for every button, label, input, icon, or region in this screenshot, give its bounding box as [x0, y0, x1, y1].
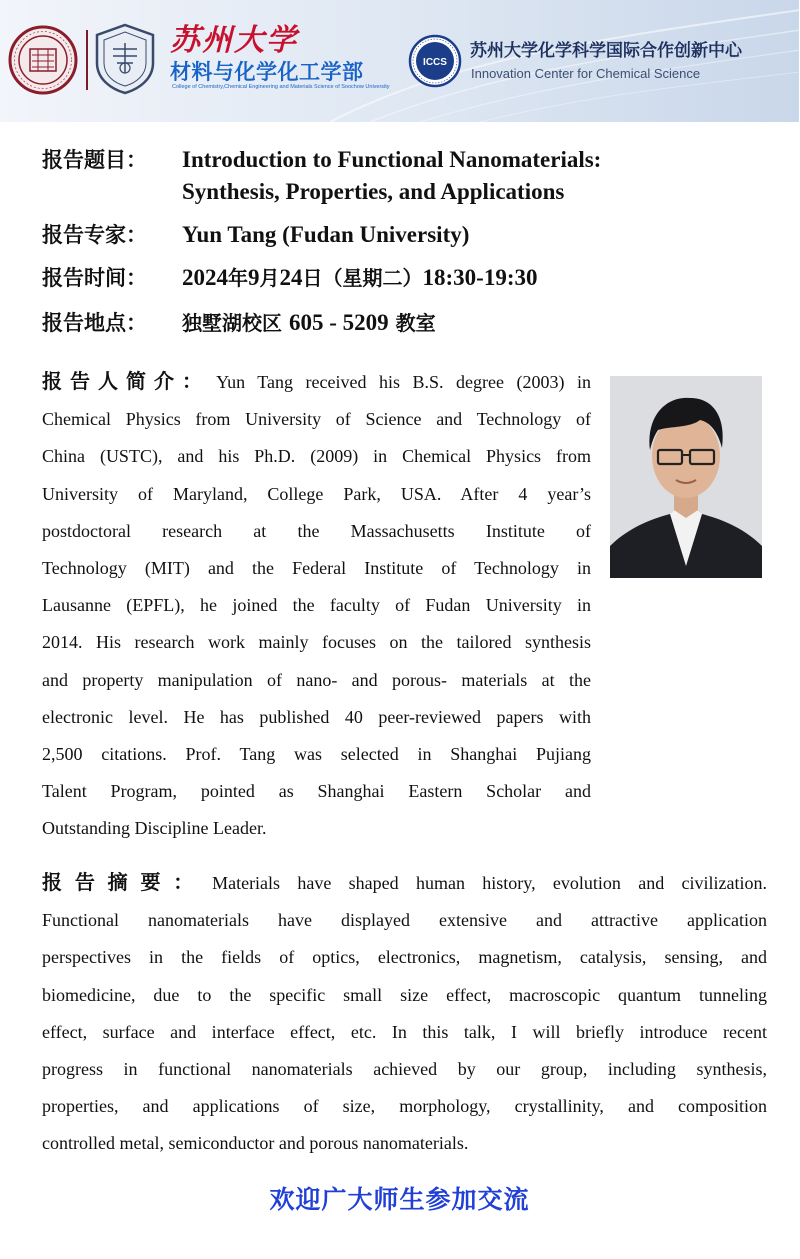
report-title-line2: Synthesis, Properties, and Applications [182, 179, 565, 204]
welcome-message: 欢迎广大师生参加交流 [269, 1185, 530, 1214]
report-speaker-label: 报告专家： [42, 223, 147, 247]
abstract-line: properties, and applications of size, morphology, crystallinity, and composition [42, 1096, 767, 1117]
abstract-line: biomedicine, due to the specific small size effect, macroscopic quantum tunneling [42, 984, 767, 1005]
bio-line: China (USTC), and his Ph.D. (2009) in Chemical Physics from [42, 446, 591, 467]
bio-line: 2014. His research work mainly focuses on the tailored synthesis [42, 632, 591, 653]
speaker-photo [610, 376, 762, 578]
header-banner [0, 0, 799, 122]
report-time: 2024年9月24日（星期二）18:30-19:30 [182, 265, 538, 290]
abstract-line: effect, surface and interface effect, etc. In this talk, I will briefly introduce recent [42, 1021, 767, 1042]
bio-line: electronic level. He has published 40 peer-reviewed papers with [42, 706, 591, 727]
bio-line: postdoctoral research at the Massachusetts Institute of [42, 520, 591, 541]
report-time-row [42, 262, 537, 294]
report-time-label: 报告时间： [42, 266, 147, 290]
speaker-portrait-icon [610, 376, 762, 578]
iccs-logo-icon [408, 34, 462, 88]
speaker-bio [42, 363, 591, 848]
bio-line: 报告人简介： Yun Tang received his B.S. degree (2003) in [42, 369, 591, 393]
abstract-line: controlled metal, semiconductor and porous nanomaterials. [42, 1133, 469, 1154]
report-abstract [42, 864, 767, 1163]
abstract-label: 报告摘要： [42, 870, 207, 894]
abstract-line: 报告摘要： Materials have shaped human history, evolution and civilization. [42, 870, 767, 894]
report-venue-row [42, 307, 436, 339]
logo-divider [86, 30, 88, 90]
report-title-label: 报告题目： [42, 148, 147, 172]
bio-line: University of Maryland, College Park, USA. After 4 year’s [42, 483, 591, 504]
bio-label: 报告人简介： [42, 369, 211, 393]
abstract-line: perspectives in the fields of optics, electronics, magnetism, catalysis, sensing, and [42, 947, 767, 968]
bio-line: Lausanne (EPFL), he joined the faculty of Fudan University in [42, 595, 591, 616]
college-shield-icon [93, 23, 157, 95]
abstract-line: Functional nanomaterials have displayed extensive and attractive application [42, 910, 767, 931]
report-venue-label: 报告地点： [42, 311, 147, 335]
report-speaker-row [42, 219, 469, 251]
bio-line: Talent Program, pointed as Shanghai Eastern Scholar and [42, 781, 591, 802]
report-title-line1: Introduction to Functional Nanomaterials: [182, 147, 602, 172]
report-title-row [42, 144, 601, 176]
report-speaker: Yun Tang (Fudan University) [182, 222, 470, 247]
bio-line: 2,500 citations. Prof. Tang was selected in Shanghai Pujiang [42, 744, 591, 765]
school-name: 材料与化学化工学部 [170, 60, 364, 84]
bio-line: Chemical Physics from University of Science and Technology of [42, 409, 591, 430]
report-venue: 独墅湖校区 605 - 5209 教室 [182, 310, 436, 335]
center-name-en: Innovation Center for Chemical Science [471, 66, 701, 81]
school-name-script: 苏州大学 [170, 23, 298, 58]
abstract-line: progress in functional nanomaterials achieved by our group, including synthesis, [42, 1059, 767, 1080]
bio-line: and property manipulation of nano- and porous- materials at the [42, 669, 591, 690]
center-name: 苏州大学化学科学国际合作创新中心 [470, 41, 742, 61]
university-seal-icon [8, 25, 78, 95]
bio-line: Technology (MIT) and the Federal Institute of Technology in [42, 558, 591, 579]
iccs-logo-text: ICCS [423, 57, 447, 68]
bio-line: Outstanding Discipline Leader. [42, 818, 267, 839]
school-name-en: College of Chemistry,Chemical Engineering and Materials Science of Soochow University [172, 84, 390, 90]
